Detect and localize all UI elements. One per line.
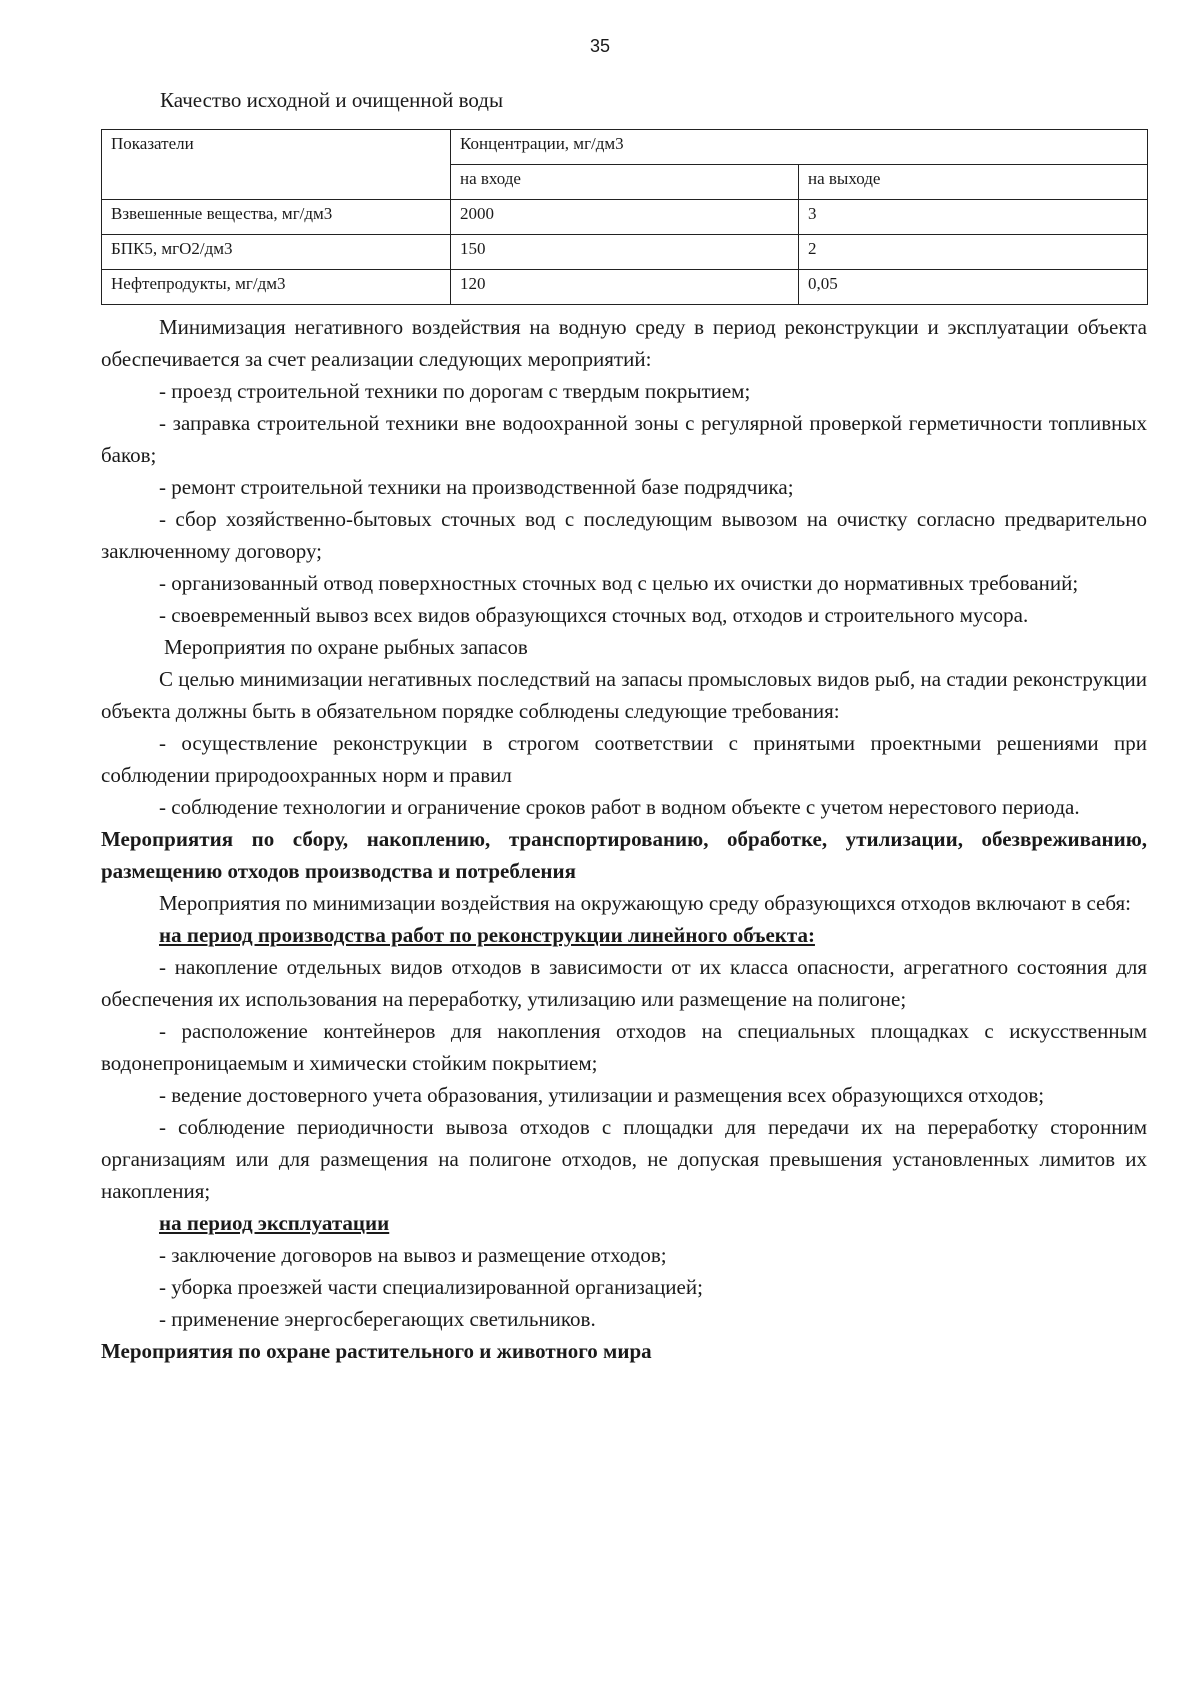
list-item: - своевременный вывоз всех видов образующихся сточных вод, отходов и строительного мусора. [159, 603, 1029, 627]
list-item: - ремонт строительной техники на производственной базе подрядчика; [159, 475, 794, 499]
list-item: - расположение контейнеров для накопления отходов на специальных площадках с искусственным водонепроницаемым и химически стойким покрытием; [101, 1019, 1147, 1075]
paragraph: Мероприятия по минимизации воздействия на окружающую среду образующихся отходов включают в себя: [159, 891, 1132, 915]
subheading-construction: на период производства работ по реконструкции линейного объекта: [159, 923, 815, 947]
section-heading-flora-fauna: Мероприятия по охране растительного и животного мира [101, 1339, 652, 1363]
table-row [102, 270, 1148, 305]
paragraph: Минимизация негативного воздействия на водную среду в период реконструкции и эксплуатации объекта обеспечивается за счет реализации следующих мероприятий: [101, 315, 1147, 371]
cell-input: 120 [451, 270, 799, 305]
list-item: - соблюдение периодичности вывоза отходов с площадки для передачи их на переработку сторонним организациям или для размещения на полигоне отходов, не допуская превышения установленных лимитов их накопления; [101, 1115, 1147, 1203]
page-number: 35 [589, 36, 611, 56]
table-caption: Качество исходной и очищенной воды [160, 88, 504, 112]
cell-output: 0,05 [799, 270, 1148, 305]
table-row [102, 200, 1148, 235]
water-quality-table [101, 129, 1148, 305]
list-item: - осуществление реконструкции в строгом соответствии с принятыми проектными решениями при соблюдении природоохранных норм и правил [101, 731, 1147, 787]
paragraph: С целью минимизации негативных последствий на запасы промысловых видов рыб, на стадии реконструкции объекта должны быть в обязательном порядке соблюдены следующие требования: [101, 667, 1147, 723]
cell-input: 2000 [451, 200, 799, 235]
cell-input: 150 [451, 235, 799, 270]
list-item: - заправка строительной техники вне водоохранной зоны с регулярной проверкой герметичности топливных баков; [101, 411, 1147, 467]
list-item: - организованный отвод поверхностных сточных вод с целью их очистки до нормативных требований; [159, 571, 1079, 595]
table-header-row [102, 130, 1148, 165]
section-heading-waste: Мероприятия по сбору, накоплению, транспортированию, обработке, утилизации, обезвреживанию, размещению отходов производства и потребления [101, 827, 1147, 883]
list-item: - соблюдение технологии и ограничение сроков работ в водном объекте с учетом нерестового периода. [159, 795, 1080, 819]
subheading-fish: Мероприятия по охране рыбных запасов [164, 635, 528, 659]
cell-output: 2 [799, 235, 1148, 270]
list-item: - проезд строительной техники по дорогам с твердым покрытием; [159, 379, 751, 403]
list-item: - накопление отдельных видов отходов в зависимости от их класса опасности, агрегатного состояния для обеспечения их использования на переработку, утилизацию или размещение на полигоне; [101, 955, 1147, 1011]
list-item: - заключение договоров на вывоз и размещение отходов; [159, 1243, 667, 1267]
cell-indicator: Нефтепродукты, мг/дм3 [102, 270, 451, 305]
cell-indicator: Взвешенные вещества, мг/дм3 [102, 200, 451, 235]
header-indicator: Показатели [102, 130, 451, 200]
header-output: на выходе [799, 165, 1148, 200]
document-body [101, 311, 1147, 1367]
list-item: - применение энергосберегающих светильников. [159, 1307, 596, 1331]
list-item: - ведение достоверного учета образования, утилизации и размещения всех образующихся отходов; [159, 1083, 1045, 1107]
table-row [102, 235, 1148, 270]
list-item: - сбор хозяйственно-бытовых сточных вод с последующим вывозом на очистку согласно предварительно заключенному договору; [101, 507, 1147, 563]
header-input: на входе [451, 165, 799, 200]
cell-indicator: БПК5, мгО2/дм3 [102, 235, 451, 270]
list-item: - уборка проезжей части специализированной организацией; [159, 1275, 703, 1299]
cell-output: 3 [799, 200, 1148, 235]
subheading-operation: на период эксплуатации [159, 1211, 390, 1235]
header-concentration: Концентрации, мг/дм3 [451, 130, 1148, 165]
